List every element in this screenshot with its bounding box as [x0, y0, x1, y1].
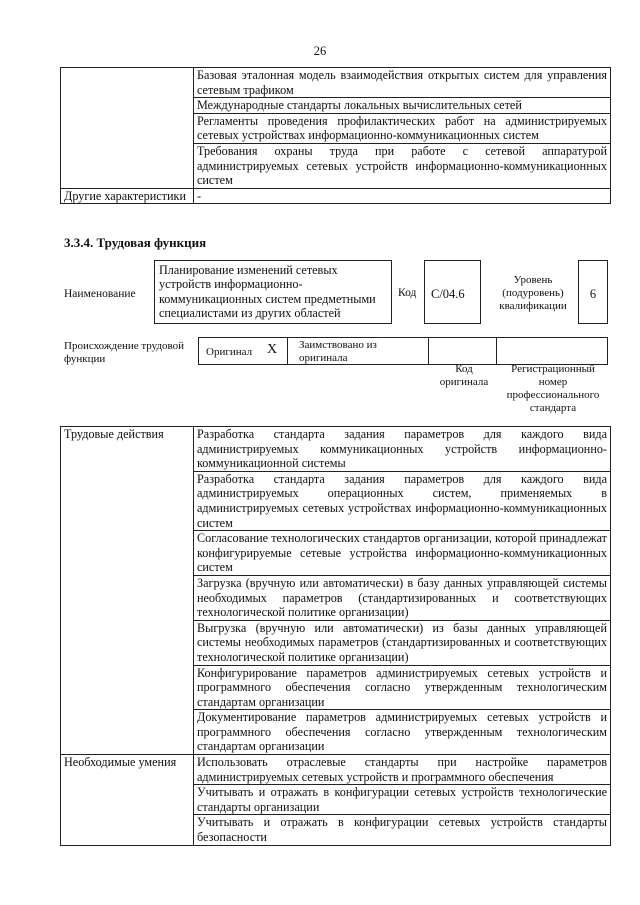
table-cell: Согласование технологических стандартов организации, которой принадлежат конфигурируемые сетевые устройства информационно-коммуникационных систем: [194, 531, 611, 576]
table-row: [61, 755, 611, 785]
table-cell: Регламенты проведения профилактических работ на администрируемых сетевых устройствах информационно-коммуникационных систем: [194, 113, 611, 143]
table-cell: Выгрузка (вручную или автоматически) из базы данных управляющей системы необходимых параметров (стандартизированных и соответствующих технологической политике организации): [194, 620, 611, 665]
knowledge-table: [60, 67, 611, 204]
table-cell: Международные стандарты локальных вычислительных сетей: [194, 98, 611, 114]
labor-function-table: [60, 426, 611, 846]
table-cell: Разработка стандарта задания параметров для каждого вида администрируемых коммуникационных устройств информационно-коммуникационной системы: [194, 427, 611, 472]
page-number: 26: [313, 44, 327, 58]
level-value-box: 6: [578, 260, 608, 324]
section-heading: 3.3.4. Трудовая функция: [64, 235, 207, 250]
function-name-box: Планирование изменений сетевых устройств информационно-коммуникационных систем предметными специалистами из других областей: [154, 260, 392, 324]
row-label: Необходимые умения: [61, 755, 194, 846]
table-cell: Учитывать и отражать в конфигурации сетевых устройств стандарты безопасности: [194, 815, 611, 845]
table-cell: Документирование параметров администрируемых сетевых устройств и программного обеспечения согласно утвержденным технологическим стандартам организации: [194, 710, 611, 755]
table-cell: Требования охраны труда при работе с сетевой аппаратурой администрируемых сетевых устройств информационно-коммуникационных систем: [194, 143, 611, 188]
table-cell: Конфигурирование параметров администрируемых сетевых устройств и программного обеспечения согласно утвержденным технологическим стандартам организации: [194, 665, 611, 710]
level-label: Уровень (подуровень) квалификации: [499, 274, 567, 312]
function-code-box: С/04.6: [424, 260, 481, 324]
table-cell: Использовать отраслевые стандарты при настройке параметров администрируемых сетевых устройств и программного обеспечения: [194, 755, 611, 785]
row-label: Другие характеристики: [61, 188, 194, 204]
registration-number-cell: [496, 337, 608, 365]
borrowed-label: Заимствовано из оригинала: [299, 339, 377, 364]
borrowed-cell: [287, 337, 429, 365]
code-label: Код: [398, 287, 417, 299]
origin-code-cell: [428, 337, 497, 365]
table-row: [61, 188, 611, 204]
origin-label: Происхождение трудовой функции: [64, 340, 185, 365]
row-label: Трудовые действия: [61, 427, 194, 755]
table-row: [61, 68, 611, 98]
row-label: [61, 68, 194, 189]
registration-number-caption: Регистрационный номер профессионального стандарта: [506, 363, 600, 414]
original-mark: X: [267, 342, 278, 357]
table-cell: Базовая эталонная модель взаимодействия открытых систем для управления сетевым трафиком: [194, 68, 611, 98]
table-row: [61, 427, 611, 472]
original-cell: [198, 337, 288, 365]
original-label: Оригинал: [206, 346, 253, 358]
name-label: Наименование: [64, 288, 136, 300]
origin-code-caption: Код оригинала: [439, 363, 489, 388]
table-cell: Разработка стандарта задания параметров для каждого вида администрируемых операционных систем, применяемых в администрируемых сетевых устройствах информационно-коммуникационных систем: [194, 471, 611, 530]
table-cell: Учитывать и отражать в конфигурации сетевых устройств технологические стандарты организации: [194, 785, 611, 815]
table-cell: Загрузка (вручную или автоматически) в базу данных управляющей системы необходимых параметров (стандартизированных и соответствующих технологической политике организации): [194, 575, 611, 620]
table-cell: -: [194, 188, 611, 204]
